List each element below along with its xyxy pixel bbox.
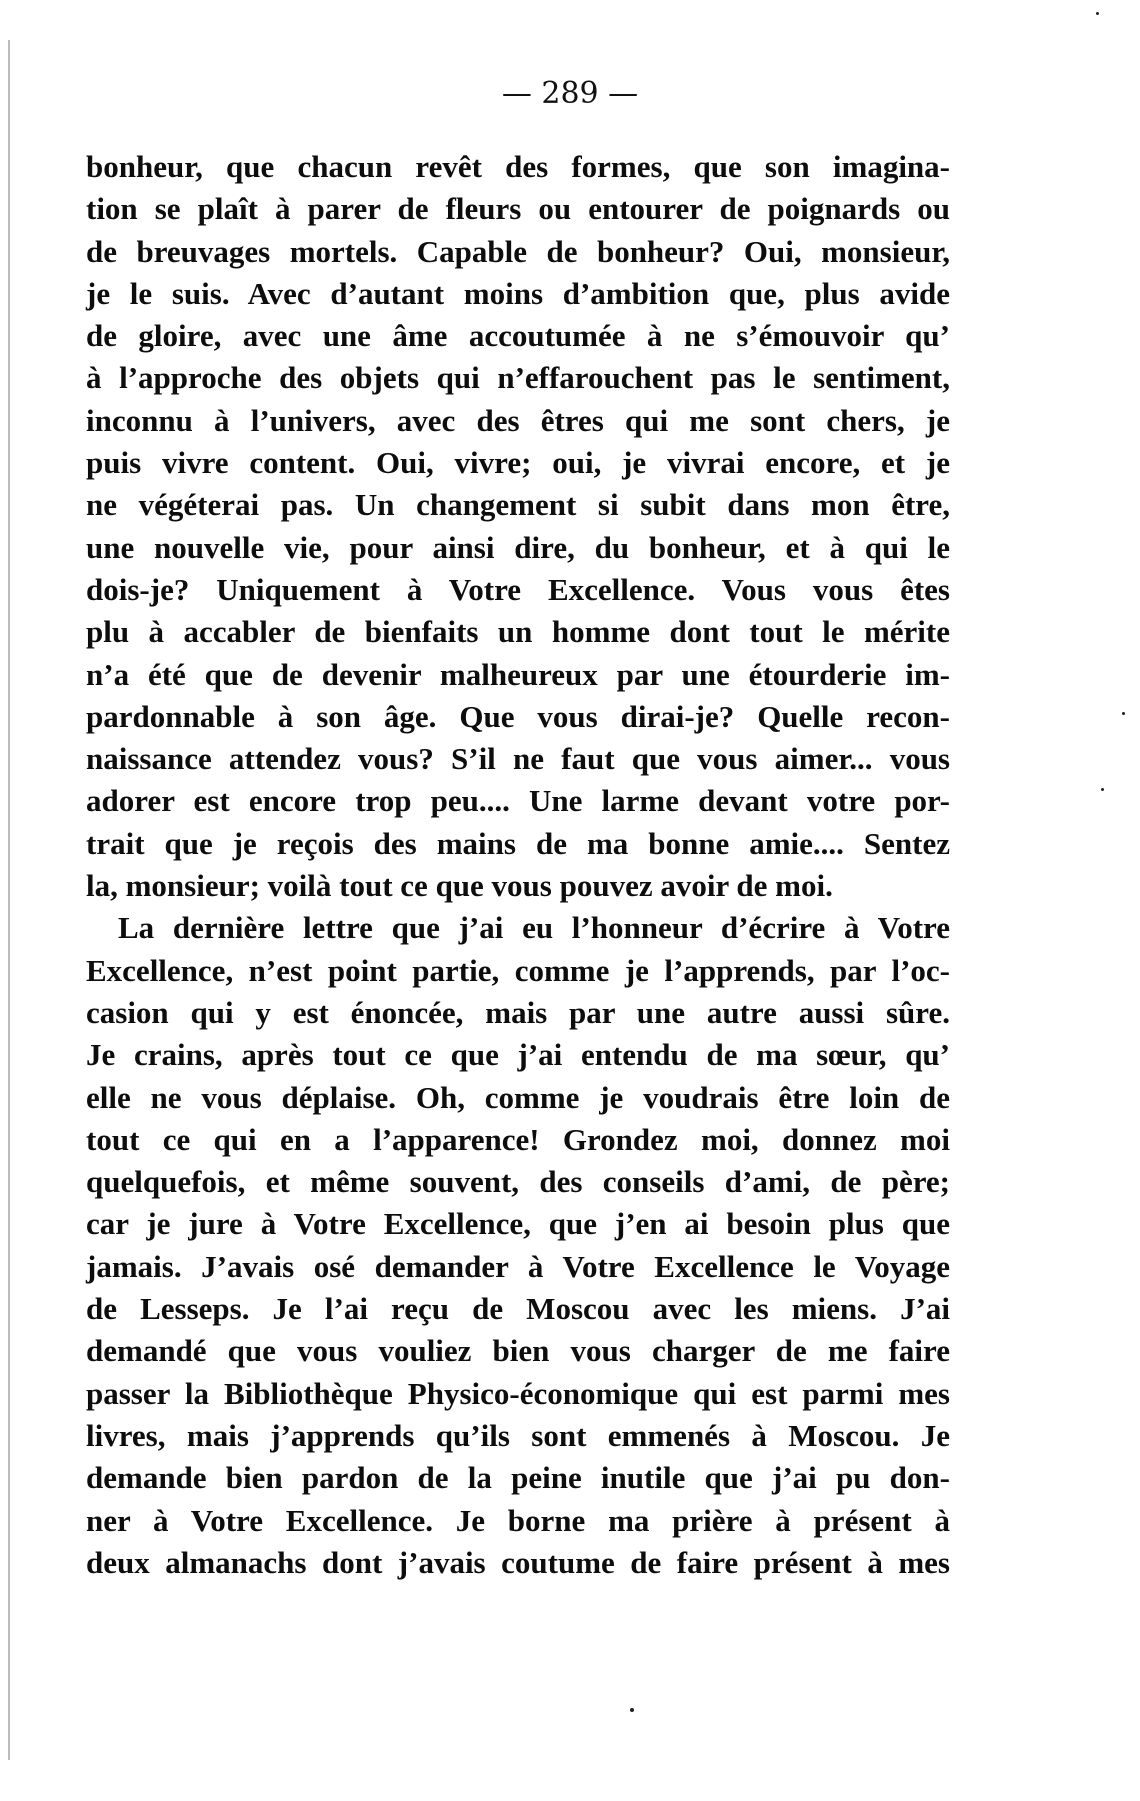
text-line: tout ce qui en a l’apparence! Grondez moi, donnez moi bbox=[86, 1121, 950, 1157]
text-line: ne végéterai pas. Un changement si subit dans mon être, bbox=[86, 487, 950, 523]
text-line: bonheur, que chacun revêt des formes, que son imagina- bbox=[86, 149, 950, 184]
text-line: naissance attendez vous? S’il ne faut que vous aimer... vous bbox=[86, 741, 950, 777]
text-line: jamais. J’avais osé demander à Votre Excellence le Voyage bbox=[86, 1248, 950, 1284]
text-line: de gloire, avec une âme accoutumée à ne s’émouvoir qu’ bbox=[86, 318, 950, 354]
body-text bbox=[86, 146, 950, 1584]
text-line: n’a été que de devenir malheureux par une étourderie im- bbox=[86, 656, 950, 692]
text-line: demande bien pardon de la peine inutile que j’ai pu don- bbox=[86, 1460, 950, 1496]
text-line: trait que je reçois des mains de ma bonne amie.... Sentez bbox=[86, 825, 950, 861]
text-line: La dernière lettre que j’ai eu l’honneur d’écrire à Votre bbox=[118, 910, 950, 946]
text-line: ner à Votre Excellence. Je borne ma prière à présent à bbox=[86, 1502, 950, 1538]
text-line: deux almanachs dont j’avais coutume de faire présent à mes bbox=[86, 1544, 950, 1580]
text-line: la, monsieur; voilà tout ce que vous pouvez avoir de moi. bbox=[86, 868, 833, 904]
scan-edge-line bbox=[8, 40, 10, 1760]
text-line: de breuvages mortels. Capable de bonheur? Oui, monsieur, bbox=[86, 233, 950, 269]
text-line: casion qui y est énoncée, mais par une autre aussi sûre. bbox=[86, 994, 950, 1030]
text-line: de Lesseps. Je l’ai reçu de Moscou avec les miens. J’ai bbox=[86, 1291, 950, 1327]
text-line: quelquefois, et même souvent, des conseils d’ami, de père; bbox=[86, 1164, 950, 1200]
text-line: Je crains, après tout ce que j’ai entendu de ma sœur, qu’ bbox=[86, 1037, 950, 1073]
text-line: elle ne vous déplaise. Oh, comme je voudrais être loin de bbox=[86, 1079, 950, 1115]
scan-speck bbox=[1122, 712, 1125, 715]
text-line: puis vivre content. Oui, vivre; oui, je vivrai encore, et je bbox=[86, 445, 950, 481]
text-line: pardonnable à son âge. Que vous dirai-je? Quelle recon- bbox=[86, 698, 950, 734]
text-line: je le suis. Avec d’autant moins d’ambition que, plus avide bbox=[86, 275, 950, 311]
text-line: car je jure à Votre Excellence, que j’en ai besoin plus que bbox=[86, 1206, 950, 1242]
scan-speck bbox=[1096, 12, 1099, 15]
text-line: tion se plaît à parer de fleurs ou entourer de poignards ou bbox=[86, 191, 950, 227]
text-line: Excellence, n’est point partie, comme je l’apprends, par l’oc- bbox=[86, 952, 950, 988]
page-number: — 289 — bbox=[501, 76, 639, 111]
scan-speck bbox=[1101, 788, 1104, 791]
text-line: à l’approche des objets qui n’effarouchent pas le sentiment, bbox=[86, 360, 950, 396]
text-line: passer la Bibliothèque Physico-économique qui est parmi mes bbox=[86, 1375, 950, 1411]
text-line: demandé que vous vouliez bien vous charger de me faire bbox=[86, 1333, 950, 1369]
text-line: plu à accabler de bienfaits un homme dont tout le mérite bbox=[86, 614, 950, 650]
text-line: adorer est encore trop peu.... Une larme devant votre por- bbox=[86, 783, 950, 819]
text-line: livres, mais j’apprends qu’ils sont emmenés à Moscou. Je bbox=[86, 1417, 950, 1453]
text-line: dois-je? Uniquement à Votre Excellence. Vous vous êtes bbox=[86, 571, 950, 607]
text-line: inconnu à l’univers, avec des êtres qui me sont chers, je bbox=[86, 402, 950, 438]
scan-speck bbox=[630, 1708, 634, 1712]
text-line: une nouvelle vie, pour ainsi dire, du bonheur, et à qui le bbox=[86, 529, 950, 565]
